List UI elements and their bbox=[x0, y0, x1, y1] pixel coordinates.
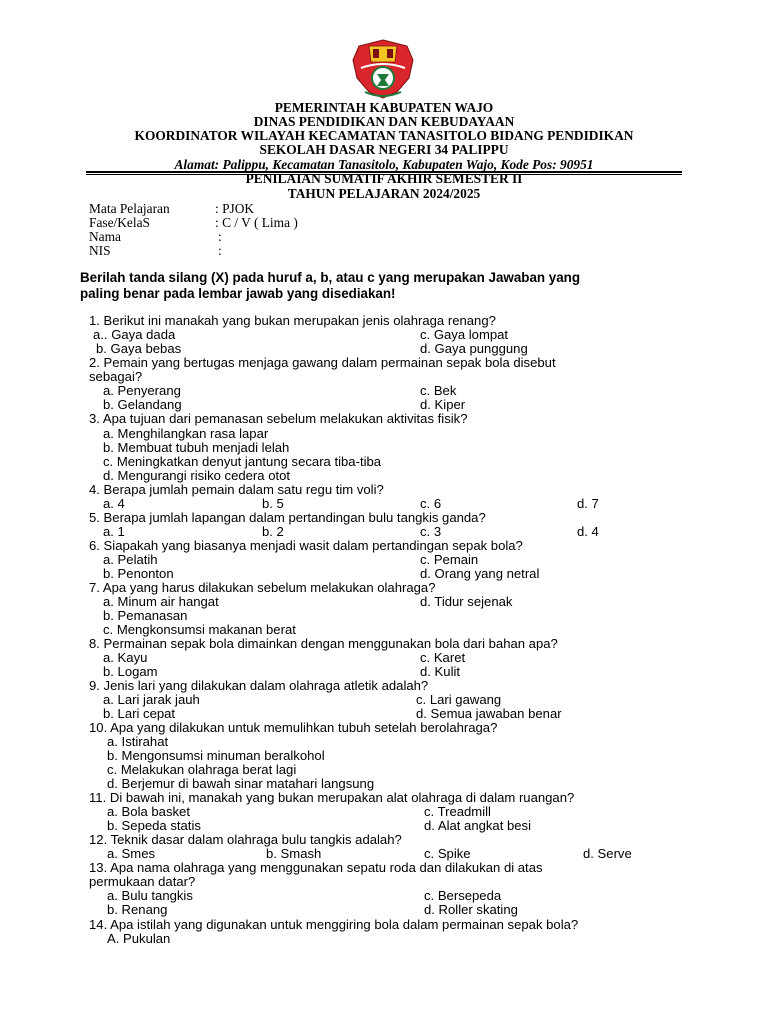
header-coordinator: KOORDINATOR WILAYAH KECAMATAN TANASITOLO BIDANG PENDIDIKAN bbox=[134, 128, 634, 143]
question-6: 6. Siapakah yang biasanya menjadi wasit dalam pertandingan sepak bola? bbox=[89, 538, 523, 553]
q7-option-d: d. Tidur sejenak bbox=[420, 594, 513, 609]
q10-option-c: c. Melakukan olahraga berat lagi bbox=[107, 762, 297, 777]
q4-option-d: d. 7 bbox=[577, 496, 599, 511]
q2-option-a: a. Penyerang bbox=[103, 383, 181, 398]
value-name: : bbox=[218, 229, 222, 244]
q7-option-c: c. Mengkonsumsi makanan berat bbox=[103, 622, 296, 637]
q1-option-b: b. Gaya bebas bbox=[96, 341, 182, 356]
header-department: DINAS PENDIDIKAN DAN KEBUDAYAAN bbox=[253, 114, 515, 129]
question-13-continued: permukaan datar? bbox=[89, 874, 196, 889]
q9-option-b: b. Lari cepat bbox=[103, 706, 176, 721]
q1-option-a: a.. Gaya dada bbox=[93, 327, 176, 342]
question-14: 14. Apa istilah yang digunakan untuk menggiring bola dalam permainan sepak bola? bbox=[89, 917, 579, 932]
q13-option-c: c. Bersepeda bbox=[424, 888, 502, 903]
q12-option-c: c. Spike bbox=[424, 846, 471, 861]
question-4: 4. Berapa jumlah pemain dalam satu regu tim voli? bbox=[89, 482, 384, 497]
q9-option-a: a. Lari jarak jauh bbox=[103, 692, 200, 707]
header-school-name: SEKOLAH DASAR NEGERI 34 PALIPPU bbox=[259, 142, 509, 157]
q13-option-d: d. Roller skating bbox=[424, 902, 518, 917]
question-11: 11. Di bawah ini, manakah yang bukan merupakan alat olahraga di dalam ruangan? bbox=[89, 790, 575, 805]
q7-option-a: a. Minum air hangat bbox=[103, 594, 219, 609]
q6-option-a: a. Pelatih bbox=[103, 552, 158, 567]
q4-option-b: b. 5 bbox=[262, 496, 284, 511]
q2-option-c: c. Bek bbox=[420, 383, 457, 398]
q10-option-b: b. Mengonsumsi minuman beralkohol bbox=[107, 748, 325, 763]
q8-option-d: d. Kulit bbox=[420, 664, 461, 679]
q10-option-a: a. Istirahat bbox=[107, 734, 169, 749]
q14-option-a: A. Pukulan bbox=[107, 931, 171, 946]
instruction-line-2: paling benar pada lembar jawab yang disediakan! bbox=[80, 286, 396, 301]
exam-year: TAHUN PELAJARAN 2024/2025 bbox=[287, 186, 481, 201]
label-subject: Mata Pelajaran bbox=[89, 201, 170, 216]
question-7: 7. Apa yang harus dilakukan sebelum melakukan olahraga? bbox=[89, 580, 436, 595]
q8-option-c: c. Karet bbox=[420, 650, 466, 665]
q3-option-a: a. Menghilangkan rasa lapar bbox=[103, 426, 269, 441]
q1-option-c: c. Gaya lompat bbox=[420, 327, 509, 342]
question-13: 13. Apa nama olahraga yang menggunakan sepatu roda dan dilakukan di atas bbox=[89, 860, 543, 875]
wajo-regency-crest-logo bbox=[347, 38, 419, 100]
q9-option-c: c. Lari gawang bbox=[416, 692, 502, 707]
q11-option-c: c. Treadmill bbox=[424, 804, 491, 819]
q2-option-b: b. Gelandang bbox=[103, 397, 182, 412]
question-3: 3. Apa tujuan dari pemanasan sebelum melakukan aktivitas fisik? bbox=[89, 411, 468, 426]
label-phase-class: Fase/KelaS bbox=[89, 215, 150, 230]
q13-option-b: b. Renang bbox=[107, 902, 168, 917]
exam-title: PENILAIAN SUMATIF AKHIR SEMESTER II bbox=[245, 171, 523, 186]
q6-option-c: c. Pemain bbox=[420, 552, 479, 567]
q12-option-d: d. Serve bbox=[583, 846, 632, 861]
q5-option-b: b. 2 bbox=[262, 524, 284, 539]
value-phase-class: : C / V ( Lima ) bbox=[215, 215, 298, 230]
q12-option-b: b. Smash bbox=[266, 846, 322, 861]
question-9: 9. Jenis lari yang dilakukan dalam olahraga atletik adalah? bbox=[89, 678, 429, 693]
label-nis: NIS bbox=[89, 243, 111, 258]
question-10: 10. Apa yang dilakukan untuk memulihkan tubuh setelah berolahraga? bbox=[89, 720, 498, 735]
question-1: 1. Berikut ini manakah yang bukan merupakan jenis olahraga renang? bbox=[89, 313, 496, 328]
q1-option-d: d. Gaya punggung bbox=[420, 341, 528, 356]
q13-option-a: a. Bulu tangkis bbox=[107, 888, 193, 903]
q4-option-a: a. 4 bbox=[103, 496, 125, 511]
header-government: PEMERINTAH KABUPATEN WAJO bbox=[274, 100, 494, 115]
instruction-line-1: Berilah tanda silang (X) pada huruf a, b, atau c yang merupakan Jawaban yang bbox=[80, 270, 581, 285]
q5-option-d: d. 4 bbox=[577, 524, 599, 539]
question-5: 5. Berapa jumlah lapangan dalam pertandingan bulu tangkis ganda? bbox=[89, 510, 486, 525]
q6-option-b: b. Penonton bbox=[103, 566, 174, 581]
q8-option-b: b. Logam bbox=[103, 664, 158, 679]
label-name: Nama bbox=[89, 229, 121, 244]
q5-option-a: a. 1 bbox=[103, 524, 125, 539]
q3-option-d: d. Mengurangi risiko cedera otot bbox=[103, 468, 291, 483]
q10-option-d: d. Berjemur di bawah sinar matahari langsung bbox=[107, 776, 375, 791]
q3-option-b: b. Membuat tubuh menjadi lelah bbox=[103, 440, 290, 455]
question-2-continued: sebagai? bbox=[89, 369, 143, 384]
q5-option-c: c. 3 bbox=[420, 524, 442, 539]
question-2: 2. Pemain yang bertugas menjaga gawang dalam permainan sepak bola disebut bbox=[89, 355, 556, 370]
q7-option-b: b. Pemanasan bbox=[103, 608, 188, 623]
question-8: 8. Permainan sepak bola dimainkan dengan menggunakan bola dari bahan apa? bbox=[89, 636, 558, 651]
value-nis: : bbox=[218, 243, 222, 258]
q3-option-c: c. Meningkatkan denyut jantung secara tiba-tiba bbox=[103, 454, 382, 469]
q2-option-d: d. Kiper bbox=[420, 397, 466, 412]
q4-option-c: c. 6 bbox=[420, 496, 442, 511]
q11-option-b: b. Sepeda statis bbox=[107, 818, 201, 833]
q11-option-a: a. Bola basket bbox=[107, 804, 190, 819]
q8-option-a: a. Kayu bbox=[103, 650, 148, 665]
q11-option-d: d. Alat angkat besi bbox=[424, 818, 532, 833]
q9-option-d: d. Semua jawaban benar bbox=[416, 706, 562, 721]
value-subject: : PJOK bbox=[215, 201, 255, 216]
q12-option-a: a. Smes bbox=[107, 846, 156, 861]
q6-option-d: d. Orang yang netral bbox=[420, 566, 540, 581]
question-12: 12. Teknik dasar dalam olahraga bulu tangkis adalah? bbox=[89, 832, 402, 847]
header-address: Alamat: Palippu, Kecamatan Tanasitolo, Kabupaten Wajo, Kode Pos: 90951 bbox=[174, 157, 594, 172]
